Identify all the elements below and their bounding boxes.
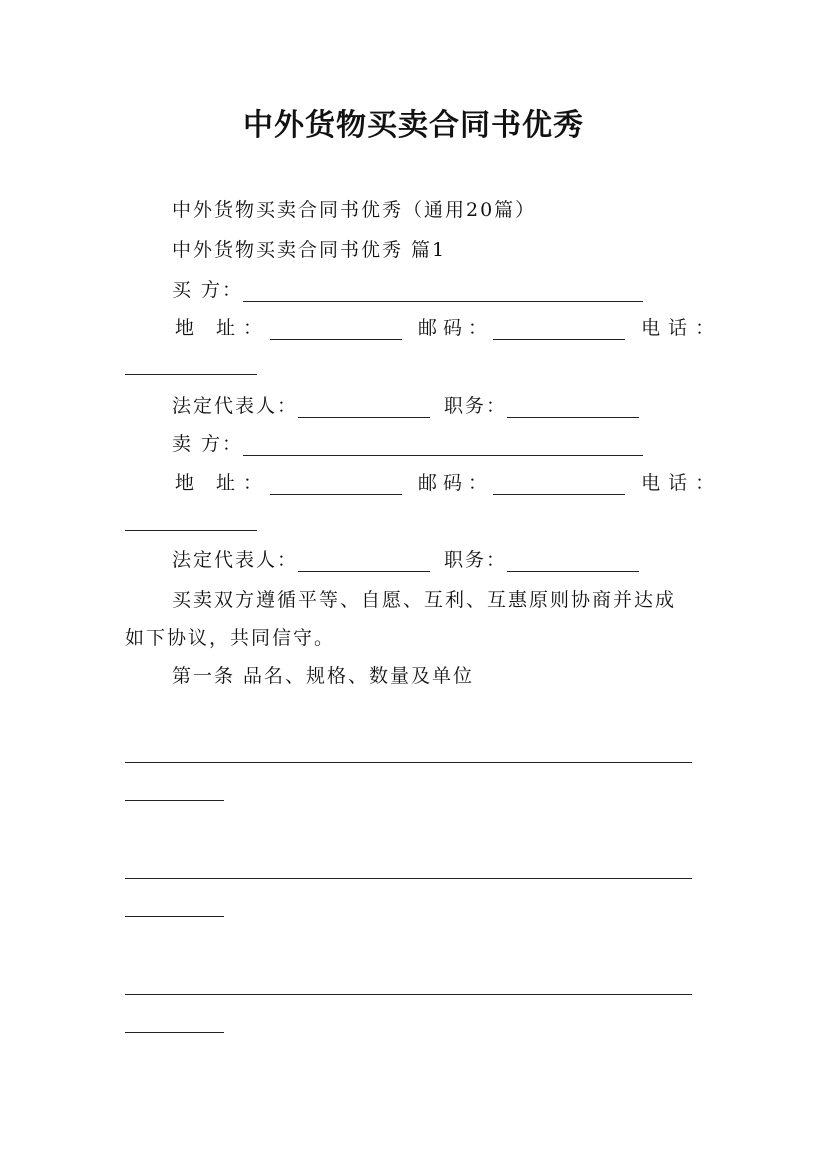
buyer-postcode-blank[interactable] bbox=[493, 321, 625, 340]
fill-line-1[interactable] bbox=[125, 762, 692, 763]
buyer-label: 买 方： bbox=[172, 279, 244, 301]
buyer-phone-blank[interactable] bbox=[125, 374, 257, 375]
buyer-rep-line bbox=[172, 394, 639, 418]
seller-label: 卖 方： bbox=[172, 433, 244, 455]
buyer-rep-label: 法定代表人： bbox=[172, 395, 299, 417]
seller-address-label: 地 址： bbox=[175, 472, 271, 494]
agreement-line-1: 买卖双方遵循平等、自愿、互利、互惠原则协商并达成 bbox=[172, 589, 677, 611]
buyer-phone-label: 电话： bbox=[641, 317, 723, 339]
article-1-heading: 第一条 品名、规格、数量及单位 bbox=[172, 665, 475, 687]
seller-phone-blank[interactable] bbox=[125, 530, 257, 531]
buyer-rep-blank[interactable] bbox=[298, 399, 430, 418]
buyer-address-label: 地 址： bbox=[175, 317, 271, 339]
seller-postcode-blank[interactable] bbox=[493, 476, 625, 495]
buyer-position-blank[interactable] bbox=[507, 399, 639, 418]
document-title: 中外货物买卖合同书优秀 bbox=[243, 108, 584, 143]
seller-rep-line bbox=[172, 548, 639, 572]
seller-position-blank[interactable] bbox=[507, 553, 639, 572]
seller-rep-blank[interactable] bbox=[298, 553, 430, 572]
fill-line-3-cont[interactable] bbox=[125, 1032, 224, 1033]
fill-line-3[interactable] bbox=[125, 994, 692, 995]
seller-address-line bbox=[175, 471, 722, 495]
buyer-address-blank[interactable] bbox=[270, 321, 402, 340]
fill-line-2-cont[interactable] bbox=[125, 916, 224, 917]
buyer-address-line bbox=[175, 316, 722, 340]
buyer-line bbox=[172, 278, 643, 302]
seller-rep-label: 法定代表人： bbox=[172, 549, 299, 571]
agreement-line-2: 如下协议，共同信守。 bbox=[125, 627, 336, 649]
seller-position-label: 职务： bbox=[444, 549, 508, 571]
seller-phone-label: 电话： bbox=[641, 472, 723, 494]
document-subtitle: 中外货物买卖合同书优秀（通用20篇） bbox=[172, 199, 537, 221]
seller-blank[interactable] bbox=[243, 437, 643, 456]
section-heading: 中外货物买卖合同书优秀 篇1 bbox=[172, 239, 447, 261]
buyer-postcode-label: 邮码： bbox=[418, 317, 494, 339]
seller-postcode-label: 邮码： bbox=[418, 472, 494, 494]
buyer-blank[interactable] bbox=[243, 283, 643, 302]
buyer-position-label: 职务： bbox=[444, 395, 508, 417]
seller-address-blank[interactable] bbox=[270, 476, 402, 495]
fill-line-2[interactable] bbox=[125, 878, 692, 879]
fill-line-1-cont[interactable] bbox=[125, 800, 224, 801]
seller-line bbox=[172, 432, 643, 456]
